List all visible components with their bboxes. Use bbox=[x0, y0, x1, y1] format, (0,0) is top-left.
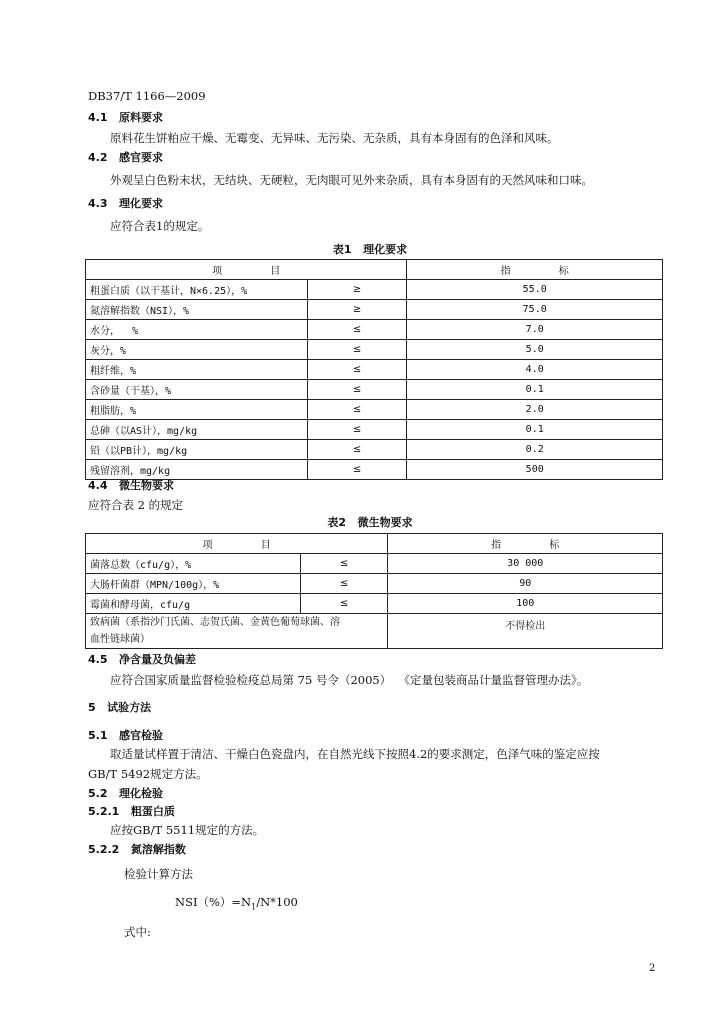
table-row bbox=[86, 440, 663, 460]
row-sym: ≤ bbox=[307, 420, 407, 440]
section-number: 5.2.1 bbox=[88, 805, 120, 818]
row-item: 水分， % bbox=[86, 320, 308, 340]
formula-right: /N*100 bbox=[256, 895, 298, 909]
row-sym: ≥ bbox=[307, 280, 407, 300]
section-title: 感官要求 bbox=[119, 151, 163, 164]
table2-head-index: 指 标 bbox=[388, 534, 663, 554]
section-number: 5 bbox=[88, 701, 96, 714]
section-5-1-text-line1: 取适量试样置于清洁、干燥白色瓷盘内，在自然光线下按照4.2的要求测定，色泽气味的鉴定应按 bbox=[110, 747, 600, 761]
row-val: 30 000 bbox=[388, 554, 663, 574]
row-sym: ≤ bbox=[307, 460, 407, 480]
section-title: 粗蛋白质 bbox=[130, 805, 175, 818]
section-title: 氮溶解指数 bbox=[130, 843, 186, 856]
section-number: 5.1 bbox=[88, 729, 108, 742]
row-val: 0.2 bbox=[407, 440, 663, 460]
table-row bbox=[86, 320, 663, 340]
table-row bbox=[86, 360, 663, 380]
table2-header-row bbox=[86, 534, 663, 554]
section-4-3-heading bbox=[88, 196, 163, 212]
section-4-5-text: 应符合国家质量监督检验检疫总局第 75 号令（2005） 《定量包装商品计量监督管理办法》。 bbox=[110, 673, 589, 687]
row-val: 7.0 bbox=[407, 320, 663, 340]
row-item: 残留溶剂，mg/kg bbox=[86, 460, 308, 480]
table-row bbox=[86, 594, 663, 614]
section-5-2-1-heading bbox=[88, 804, 175, 820]
table2-caption: 表2 微生物要求 bbox=[327, 516, 413, 529]
section-number: 4.2 bbox=[88, 151, 108, 164]
table1-head-index: 指 标 bbox=[407, 260, 663, 280]
section-title: 原料要求 bbox=[119, 111, 163, 124]
row-item: 粗纤维，% bbox=[86, 360, 308, 380]
table2 bbox=[85, 533, 663, 649]
section-title: 微生物要求 bbox=[119, 479, 174, 492]
doc-header: DB37/T 1166—2009 bbox=[88, 89, 206, 103]
table-row bbox=[86, 614, 663, 649]
section-number: 4.3 bbox=[88, 197, 108, 210]
section-5-2-1-text: 应按GB/T 5511规定的方法。 bbox=[110, 823, 265, 837]
table-row bbox=[86, 460, 663, 480]
table1-head-item: 项 目 bbox=[86, 260, 407, 280]
section-4-4-heading bbox=[88, 478, 174, 494]
row-item: 含砂量（干基），% bbox=[86, 380, 308, 400]
section-title: 感官检验 bbox=[119, 729, 163, 742]
row-item: 氮溶解指数（NSI），% bbox=[86, 300, 308, 320]
section-title: 试验方法 bbox=[107, 701, 152, 714]
row-item: 菌落总数（cfu/g），% bbox=[86, 554, 301, 574]
table-row bbox=[86, 280, 663, 300]
row-val: 不得检出 bbox=[388, 614, 663, 649]
row-item bbox=[86, 614, 388, 649]
section-5-2-2-heading bbox=[88, 842, 186, 858]
section-4-5-heading bbox=[88, 652, 196, 668]
row-val: 500 bbox=[407, 460, 663, 480]
formula-subscript: 1 bbox=[251, 902, 257, 912]
table-row bbox=[86, 574, 663, 594]
row-val: 90 bbox=[388, 574, 663, 594]
table1 bbox=[85, 259, 663, 480]
table-row bbox=[86, 400, 663, 420]
section-5-1-text-line2: GB/T 5492规定方法。 bbox=[88, 767, 208, 781]
row-val: 5.0 bbox=[407, 340, 663, 360]
section-title: 理化要求 bbox=[119, 197, 163, 210]
section-4-1-text: 原料花生饼粕应干燥、无霉变、无异味、无污染、无杂质，具有本身固有的色泽和风味。 bbox=[110, 131, 559, 145]
formula-left: NSI（%）=N bbox=[175, 895, 252, 909]
table1-caption: 表1 理化要求 bbox=[332, 243, 408, 256]
row-val: 0.1 bbox=[407, 380, 663, 400]
row-sym: ≤ bbox=[300, 574, 388, 594]
section-5-1-heading bbox=[88, 728, 163, 744]
table2-head-item: 项 目 bbox=[86, 534, 388, 554]
section-4-3-text: 应符合表1的规定。 bbox=[110, 219, 210, 233]
row-sym: ≥ bbox=[307, 300, 407, 320]
section-number: 5.2.2 bbox=[88, 843, 120, 856]
row-sym: ≤ bbox=[307, 380, 407, 400]
section-5-2-2-text: 检验计算方法 bbox=[124, 867, 193, 881]
page-number: 2 bbox=[649, 963, 656, 974]
row-val: 2.0 bbox=[407, 400, 663, 420]
section-number: 4.4 bbox=[88, 479, 108, 492]
section-5-2-heading bbox=[88, 786, 163, 802]
row-item: 粗脂肪，% bbox=[86, 400, 308, 420]
row-val: 75.0 bbox=[407, 300, 663, 320]
table-row bbox=[86, 420, 663, 440]
row-item: 灰分，% bbox=[86, 340, 308, 360]
row-sym: ≤ bbox=[307, 340, 407, 360]
section-4-2-text: 外观呈白色粉末状，无结块、无硬粒，无肉眼可见外来杂质，具有本身固有的天然风味和口味。 bbox=[110, 173, 593, 187]
section-4-4-text: 应符合表 2 的规定 bbox=[88, 498, 184, 512]
table1-header-row bbox=[86, 260, 663, 280]
row-item: 粗蛋白质（以干基计，N×6.25），% bbox=[86, 280, 308, 300]
row-item: 霉菌和酵母菌，cfu/g bbox=[86, 594, 301, 614]
section-number: 4.1 bbox=[88, 111, 108, 124]
where-label: 式中: bbox=[124, 925, 151, 939]
row-item: 总砷（以AS计），mg/kg bbox=[86, 420, 308, 440]
row-sym: ≤ bbox=[307, 400, 407, 420]
row-val: 0.1 bbox=[407, 420, 663, 440]
section-title: 净含量及负偏差 bbox=[119, 653, 196, 666]
table-row bbox=[86, 380, 663, 400]
section-title: 理化检验 bbox=[119, 787, 163, 800]
row-item: 大肠杆菌群（MPN/100g），% bbox=[86, 574, 301, 594]
table-row bbox=[86, 554, 663, 574]
section-5-heading bbox=[88, 700, 151, 716]
row-val: 100 bbox=[388, 594, 663, 614]
formula bbox=[175, 894, 298, 915]
section-4-1-heading bbox=[88, 110, 163, 126]
row-sym: ≤ bbox=[300, 554, 388, 574]
row-sym: ≤ bbox=[307, 440, 407, 460]
row-item: 铅（以PB计），mg/kg bbox=[86, 440, 308, 460]
row-sym: ≤ bbox=[300, 594, 388, 614]
row-val: 55.0 bbox=[407, 280, 663, 300]
row-item-line: 血性链球菌） bbox=[90, 634, 150, 645]
table-row bbox=[86, 300, 663, 320]
row-sym: ≤ bbox=[307, 320, 407, 340]
section-4-2-heading bbox=[88, 150, 163, 166]
table-row bbox=[86, 340, 663, 360]
row-item-line: 致病菌（系指沙门氏菌、志贺氏菌、金黄色葡萄球菌、溶 bbox=[90, 617, 340, 628]
section-number: 4.5 bbox=[88, 653, 108, 666]
section-number: 5.2 bbox=[88, 787, 108, 800]
row-sym: ≤ bbox=[307, 360, 407, 380]
row-val: 4.0 bbox=[407, 360, 663, 380]
